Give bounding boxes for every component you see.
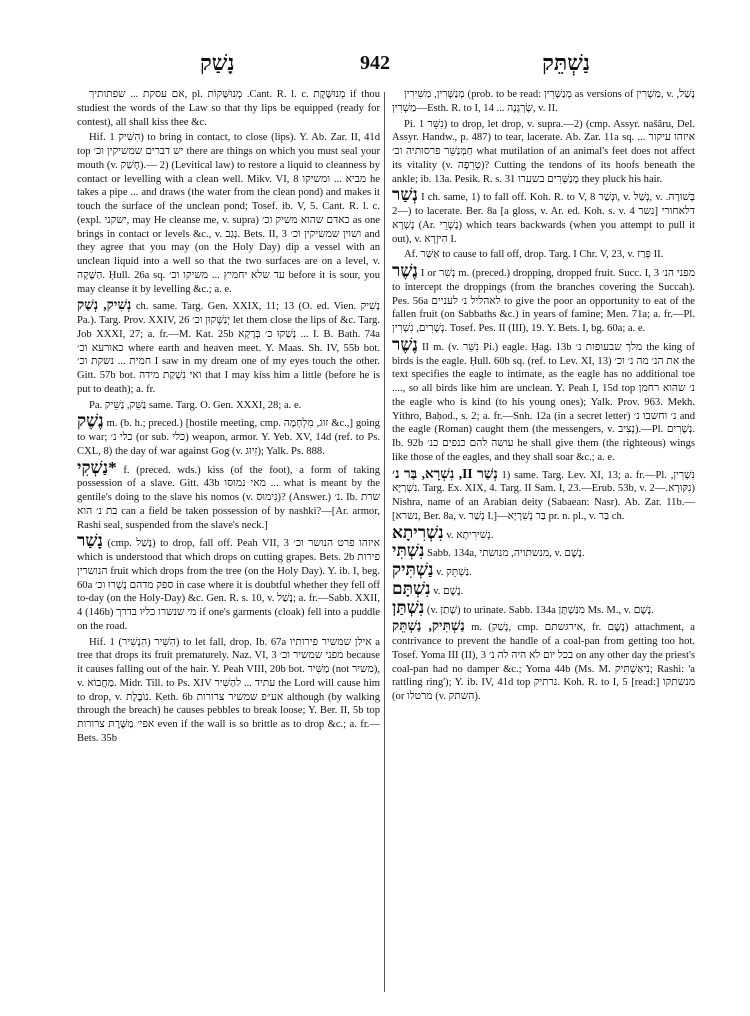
- dictionary-entry: [392, 560, 695, 580]
- entry-headword: נִשְׁתַּן: [392, 597, 425, 617]
- entry-text: Pa. נַשֵּׁק, נַשֵּׁיק same. Targ. O. Gen. XXXI, 28; a. e.: [89, 399, 302, 411]
- entry-text: m. (b. h.; preced.) [hostile meeting, cmp. זוּג, מִלְחָמָה &c.,] going to war; כלי נ׳ (or sub. כלי) weapon, armor. Y. Yeb. XV, 14d (ref. to Ps. CXL, 8) the day of war against Gog (v. זִיוּג); Yalk. Ps. 888.: [77, 418, 380, 457]
- entry-text: Sabb. 134a, מנשתויה, מנושתי, v. נֶשֶׁם.: [427, 548, 585, 560]
- entry-text: (cmp. נָשַׁל) to drop, fall off. Peah VII, 3 איזהו פרט הנושר וכ׳ which is understood that which drops on cutting grapes. Bets. 2b פירות הנושרין fruit which drops from the tree (on the Holy Day). Y. ib. I, beg. 60a ספק מדהם נָשְׁרוּ וכ׳ in case where it is doubtful whether they fell off to-day (on the Holy-Day) &c. Gen. R. s. 10, v. נָשַׁל; a. fr.—Sabb. XXII, 4 (146b) מי שנשרו כליו בדרך if one's garments (cloak) fell into a puddle on the road.: [77, 538, 380, 632]
- entry-text: (v. שָׁתַן) to urinate. Sabb. 134a מִנַּשְׁתָּן Ms. M., v. נֶשֶׁם.: [426, 604, 654, 616]
- dictionary-entry: [392, 467, 695, 524]
- dictionary-entry: [77, 531, 380, 633]
- entry-headword: נֶשֶׁק: [77, 411, 104, 431]
- right-column: [392, 88, 695, 998]
- entry-text: v. נְשִׁירִיתָא.: [446, 529, 494, 541]
- entry-headword: נַשְׁתִּיק, נַשְׁתֵּק: [392, 618, 465, 634]
- dictionary-entry: [392, 118, 695, 187]
- page-header: [0, 50, 750, 80]
- entry-text: ch. same. Targ. Gen. XXIX, 11; 13 (O. ed. Vien. נְשִׁיק Pa.). Targ. Prov. XXIV, 26 יְנַשְּׁקוּן וכ׳ let them close the lips of &c. Targ. Job XXXI, 27; a. fr.—M. Kat. 25b נְשַׁקוּ כ׳ בְּרָקָא ... I. B. Bath. 74a כאורעא וכ׳ where earth and heaven meet. Y. Maas. Sh. IV, 55b bot. חמית ... נשקת וכ׳ I saw in my dream one of my eyes touch the other. Gitt. 57b bot. ואי נִשְׁקַת מידה that I may kiss him a little (before he is put to death); a. fr.: [77, 301, 380, 395]
- dictionary-entry: [392, 261, 695, 336]
- dictionary-entry: [77, 457, 380, 533]
- entry-text: v. נֶשֶׁם.: [433, 585, 464, 597]
- dictionary-entry: [392, 248, 695, 262]
- entry-headword: נְשִׁיק, נְשַׁק: [77, 297, 132, 313]
- entry-text: m. (נָשַׁק, cmp. אירגשתם, fr. נֶשֶׁם) attachment, a contrivance to prevent the handle of a coal-pan from getting too hot. Tosef. Yoma III (II), 3 בכל יום לא היה לה נ׳ on any other day the priest's coal-pan had no damper &c.; Yoma 44b (Ms. M. נִיאַשְׁתִּיק; Rashi: 'a rattling ring'); Y. ib. IV, 41d top נרתיק. Koh. R. to I, 5 [read:] מנשתקו (or מרטלו (v. השתק).: [392, 622, 695, 702]
- entry-text: Af. אַשַּׁר to cause to fall off, drop. Targ. I Chr. V, 23, v. פְּרַז II.: [404, 249, 664, 261]
- left-column: [77, 88, 380, 998]
- dictionary-entry: [77, 88, 380, 129]
- dictionary-entry: [77, 399, 380, 413]
- entry-text: f. (preced. wds.) kiss (of the foot), a form of taking possession of a slave. Gitt. 43b מאי נמוסו ... what is meant by the gentile's doing to the slave his nomos (v. נִימוּס)? (Answer.) נ׳. Ib. שרת בת נ׳ הוא can a field be taken possession of by nashki?—[Ar. armor, Rashi seal, suspended from the slave's neck.]: [77, 464, 380, 531]
- entry-headword: נְשַׁר: [392, 185, 418, 205]
- left-running-headword: נָשַׁק: [200, 50, 235, 75]
- entry-headword: נִשְׁתִּי: [392, 541, 425, 561]
- dictionary-entry: [392, 597, 695, 618]
- column-divider: [384, 92, 385, 992]
- dictionary-entry: [77, 636, 380, 746]
- right-running-headword: נַשְׁתֵּק: [542, 50, 590, 75]
- dictionary-entry: [392, 541, 695, 561]
- entry-text: I or נְשִׁר m. (preced.) dropping, dropped fruit. Succ. I, 3 מפני הנ׳ to intercept the droppings (from the branches covering the Succah). Pes. 56a לאהליל נ׳ לעניים to give the poor an opportunity to eat of the fallen fruit (on Sabbaths &c.) in years of famine; Men. 71a; a. fr.—Pl. נְשָׁרִים, נִשְׁרִין. Tosef. Pes. II (III), 19. Y. Bets. I, bg. 60a; a. e.: [392, 268, 695, 334]
- dictionary-entry: [392, 578, 695, 599]
- dictionary-entry: [392, 619, 695, 704]
- page-number: 942: [360, 52, 390, 74]
- entry-text: v. נַשְׁתֵּק.: [436, 567, 472, 578]
- entry-headword: *נַשְׁקִי: [77, 457, 117, 477]
- dictionary-entry: [392, 88, 695, 116]
- entry-headword: נַשְׁתִּיק: [392, 560, 434, 579]
- entry-text: I ch. same, 1) to fall off. Koh. R. to V, 8 וּנְשַׁר, v. נְשַׁל, v. בְּשׁוּרָה.—2) to lacerate. Ber. 8a [a gloss, v. Ar. ed. Koh. s. v. נשר 4] דלאחורי נָשְׁרָא (Ar. נָשְׁרֵי) which tears backwards (when you attempt to pull it out), v. הִיזְרָא I.: [392, 192, 695, 245]
- dictionary-entry: [392, 522, 695, 543]
- dictionary-entry: [77, 298, 380, 396]
- entry-headword: נְשַׁר II, נִשְׁרָא, בַּר נ׳: [392, 465, 498, 481]
- entry-text: Hif. הִשִּׁיר (הִנְשִׁיר) 1) to let fall, drop. Ib. 67a אילן שמשיר פירותיו a tree that drops its fruit prematurely. Naz. VI, 3 מפני שמשיר וכ׳ because it causes falling out of the hair. Y. Peah VIII, 20b bot. מַשִּׁיר (not משיר), v. מַחֲבוֹא. Midr. Till. to Ps. XIV עתיד ... להַשִּׁיר the Lord will cause him to drop, v. נוֹבֶלֶת. Keth. 6b אע״פ שמשיר צרורות although (by walking through the breach) he causes pebbles to break loose; Y. Ber. II, 5b top אפי׳ מַשֶּׁרֶת צרורות even if the wall is so brittle as to drop &c.; a. fr.—Bets. 35b: [77, 636, 380, 744]
- entry-headword: נָשַׁר: [77, 531, 103, 551]
- entry-text: Hif. הִשִּׁיק 1) to bring in contact, to close (lips). Y. Ab. Zar. II, 41d top יש דברים שמשיקין וכ׳ there are things on which you must seal your mouth (v. חָשַׁק).— 2) (Levitical law) to restore a liquid to cleanness by contact or levelling with a clean well. Mikv. VI, 8 מביא ... ומשיקו he takes a pipe ... and draws (the water from the clean pond) and makes it touch the surface of the unclean pond; Tosef. ib. V, 5. Cant. R. l. c. (expl. ישקני, may He cleanse me, v. supra) כאדם שהוא משיק וכ׳ as one brings in contact or levels &c., v. נְגַב. Bets. II, 3 ושוין שמשיקין וכ׳ and they agree that you may (on the Holy Day) dip a vessel with an unclean liquid into a well so that the two surfaces are on a level, v. הַשָּׁקָה. Ḥull. 26a sq. עד שלא יחמיץ ... משיקו וכ׳ before it is sour, you may cleanse it by levelling &c.; a. e.: [77, 132, 380, 295]
- entry-headword: נִשְׁתָּם: [392, 578, 431, 598]
- dictionary-entry: [392, 185, 695, 246]
- dictionary-entry: [77, 131, 380, 296]
- entry-text: Pi. נִשֵּׁר 1) to drop, let drop, v. supra.—2) (cmp. Assyr. našâru, Del. Assyr. Handw., p. 487) to tear, lacerate. Ab. Zar. 11a sq. איזהו עיקור ... חַמְּנַשֵּׁר פרסותיה וכ׳ what mutilation of an animal's feet does not affect its vitality (v. טְרֵפָה)? Cutting the tendons of its hoofs beneath the ankle; ib. 13a. Pesik. R. s. 31 מְנַשְּׁרִים בשערו they pluck his hair.: [392, 118, 695, 185]
- entry-headword: נֶשֶׁר: [392, 261, 418, 280]
- dictionary-entry: [392, 334, 695, 465]
- entry-headword: נֶשֶׁר: [392, 334, 418, 354]
- entry-text: מְנַשְּׁרִין, מַשִּׁירִין (prob. to be read: מְנַשְּׁרִין as versions of מַשְׁרִין, v. נָשַׁל, מַשְׁרִין—Esth. R. to I, 14 ... שָׂרְגָנָה, v. II.: [392, 89, 695, 114]
- dictionary-entry: [77, 411, 380, 458]
- entry-text: II m. (v. נִשֵּׁר Pi.) eagle. Ḥag. 13b מלך שבעופות נ׳ the king of birds is the eagle. Ḥull. 60b sq. (ref. to Lev. XI, 13) את הנ׳ מה נ׳ וכ׳ the text specifies the eagle to intimate, as the eagle has no additional toe ...., so all birds like him are unclean. Y. Peah I, 15d top נ׳ שהוא רחמן the eagle who is kind (to his young ones); Yalk. Prov. 963. Mekh. Yithro, Baḥod., s. 2; a. fr.—Snh. 12a (in a secret letter) נ׳ וחשבו נ׳ and the eagle (Roman) caught them (the messengers, v. נְצִיב).—Pl. נְשָׁרִים. Ib. 92b עושה להם כנפים כנ׳ he shall give them (the righteous) wings like those of the eagles, and they shall soar &c.; a. e.: [392, 341, 695, 463]
- entry-text: 1) same. Targ. Lev. XI, 13; a. fr.—Pl. נִשְׁרִין, נִשְׁרַיָּא. Targ. Ex. XIX, 4. Targ. II Sam. I, 23.—Erub. 53b, v. נִקּוּרָא.—2) Nishra, name of an Arabian deity (Sabaean: Nasr). Ab. Zar. 11b.—[נשרא, Ber. 8a, v. נְשַׁר I.]—בַּר נְשִׁרָיָא pr. n. pl., v. בַּר ch.: [392, 469, 695, 522]
- entry-headword: נִשְׁרִיתָא: [392, 522, 444, 542]
- entry-text: אם עסקת ... שפתותיך, pl. מְנוּשָּׁקוֹת .Cant. R. l. c. מְנוּשֶּׁקֶת if thou studiest the words of the Law so that thy lips be equipped (ready for contest), all shall kiss thee &c.: [77, 89, 380, 128]
